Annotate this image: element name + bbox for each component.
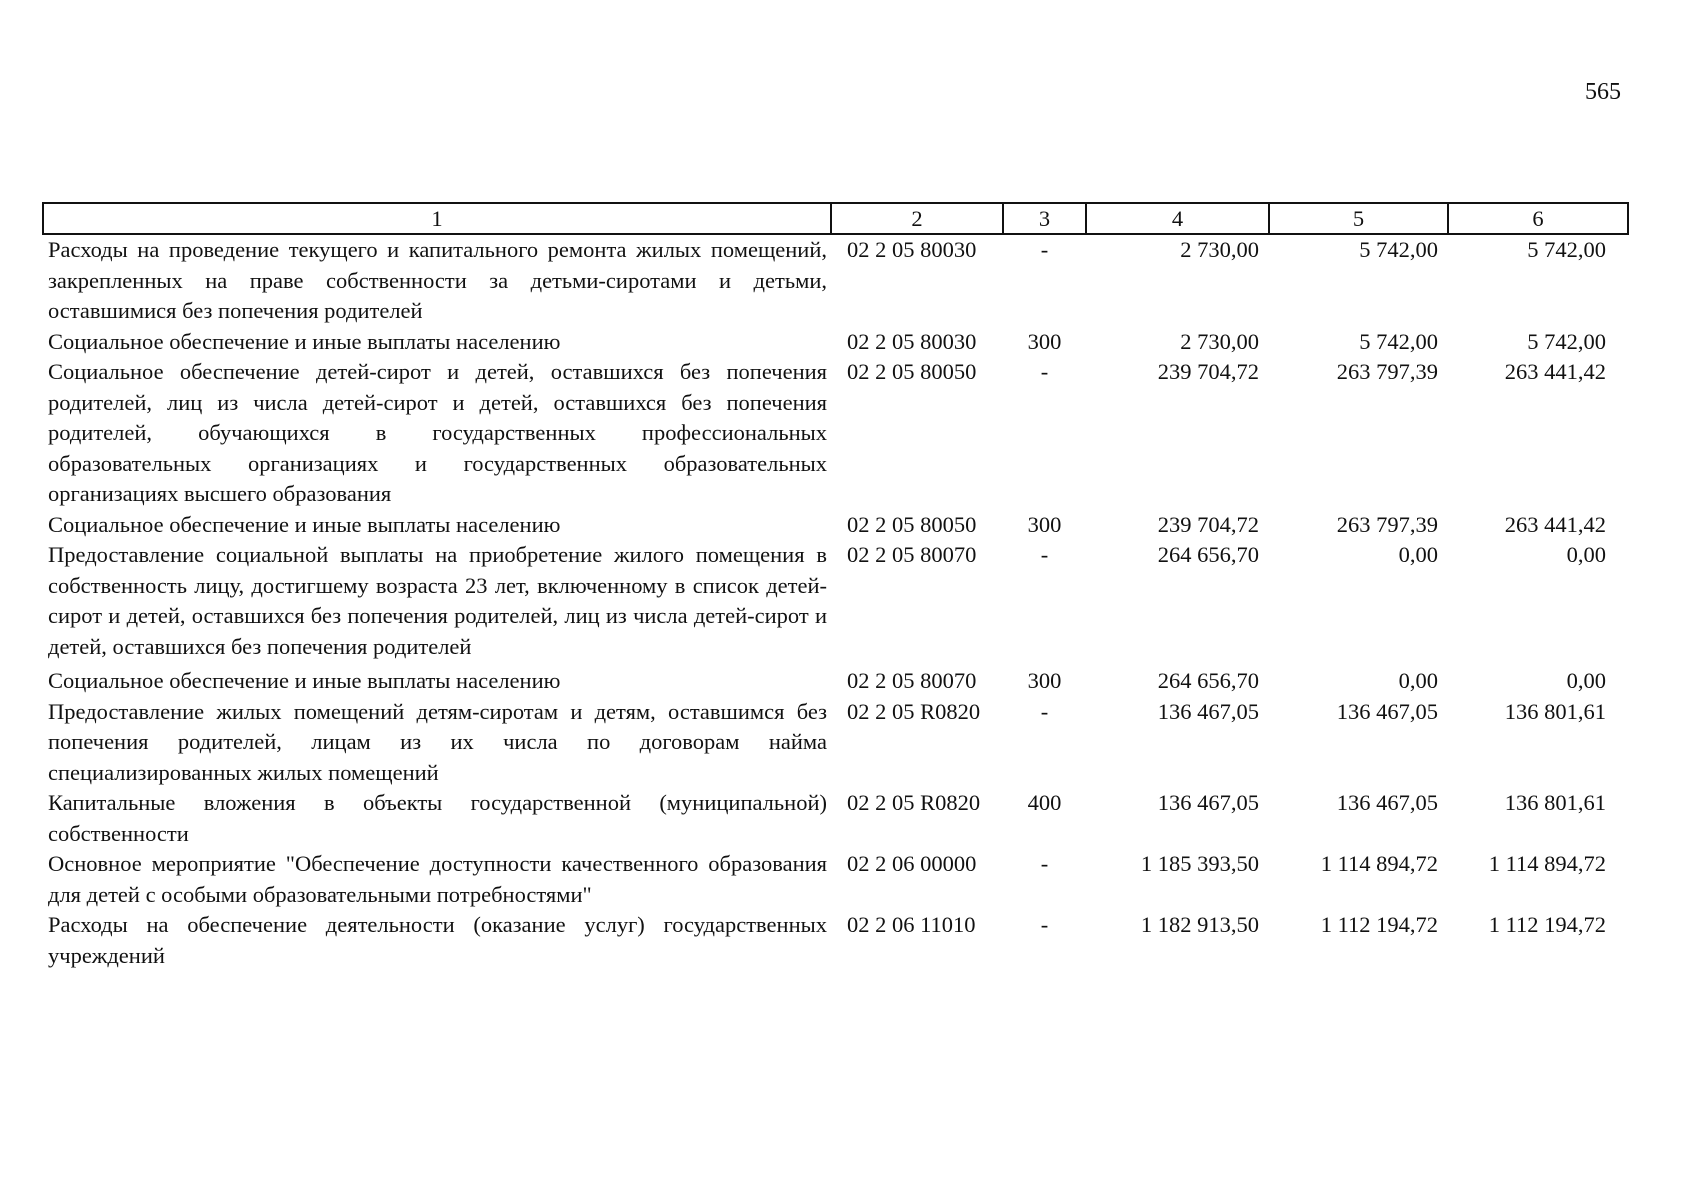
amount-col-6: 5 742,00 xyxy=(1527,328,1606,354)
expense-type: - xyxy=(1040,851,1049,876)
amount-col-6: 1 112 194,72 xyxy=(1488,912,1606,937)
budget-code: 02 2 05 80030 xyxy=(847,237,977,262)
budget-code: 02 2 05 80070 xyxy=(847,668,977,693)
expense-type: - xyxy=(1040,912,1049,937)
expense-type: - xyxy=(1040,237,1049,262)
expense-name: Социальное обеспечение и иные выплаты населению xyxy=(48,668,561,693)
table-row xyxy=(43,327,1628,358)
budget-code: 02 2 05 R0820 xyxy=(847,698,981,724)
expense-name: Расходы на проведение текущего и капитального ремонта жилых помещений, закрепленных на праве собственности за детьми-сиротами и детьми, оставшимися без попечения родителей xyxy=(48,237,827,323)
budget-code: 02 2 05 80070 xyxy=(847,542,977,567)
amount-col-5: 5 742,00 xyxy=(1359,328,1438,354)
amount-col-4: 264 656,70 xyxy=(1157,668,1259,693)
expense-type: 400 xyxy=(1027,790,1062,815)
amount-col-6: 1 114 894,72 xyxy=(1488,851,1606,876)
amount-col-5: 136 467,05 xyxy=(1336,698,1438,724)
table-row xyxy=(43,357,1628,510)
expense-type: 300 xyxy=(1027,328,1062,354)
amount-col-4: 1 185 393,50 xyxy=(1140,851,1259,876)
amount-col-4: 264 656,70 xyxy=(1157,542,1259,567)
budget-code: 02 2 05 R0820 xyxy=(847,790,981,815)
budget-code: 02 2 06 00000 xyxy=(847,851,977,876)
amount-col-5: 136 467,05 xyxy=(1336,790,1438,815)
amount-col-5: 0,00 xyxy=(1398,668,1438,693)
expense-name: Социальное обеспечение детей-сирот и детей, оставшихся без попечения родителей, лиц из числа детей-сирот и детей, оставшихся без попечения родителей, обучающихся в государственных профессиональных образовательных организациях и государственных образовательных организациях высшего образования xyxy=(48,359,827,506)
amount-col-5: 0,00 xyxy=(1398,542,1438,567)
budget-table xyxy=(42,202,1629,971)
expense-type: 300 xyxy=(1027,511,1062,537)
amount-col-6: 136 801,61 xyxy=(1504,790,1606,815)
column-header: 4 xyxy=(1086,203,1269,234)
expense-type: 300 xyxy=(1027,668,1062,693)
table-row xyxy=(43,540,1628,662)
amount-col-4: 239 704,72 xyxy=(1157,359,1259,384)
table-row xyxy=(43,697,1628,789)
amount-col-6: 263 441,42 xyxy=(1504,359,1606,384)
amount-col-4: 136 467,05 xyxy=(1157,790,1259,815)
amount-col-5: 1 112 194,72 xyxy=(1320,912,1438,937)
page-number: 565 xyxy=(1585,79,1621,105)
amount-col-5: 263 797,39 xyxy=(1336,359,1438,384)
expense-type: - xyxy=(1040,698,1049,724)
expense-name: Социальное обеспечение и иные выплаты населению xyxy=(48,328,561,354)
expense-name: Основное мероприятие "Обеспечение доступности качественного образования для детей с особыми образовательными потребностями" xyxy=(48,851,827,907)
amount-col-4: 1 182 913,50 xyxy=(1140,912,1259,937)
amount-col-6: 263 441,42 xyxy=(1504,511,1606,537)
expense-name: Предоставление социальной выплаты на приобретение жилого помещения в собственность лицу, достигшему возраста 23 лет, включенному в список детей-сирот и детей, оставшихся без попечения родителей, лиц из числа детей-сирот и детей, оставшихся без попечения родителей xyxy=(48,542,827,659)
expense-type: - xyxy=(1040,542,1049,567)
table-row xyxy=(43,788,1628,849)
amount-col-4: 239 704,72 xyxy=(1157,511,1259,537)
expense-name: Капитальные вложения в объекты государственной (муниципальной) собственности xyxy=(48,790,827,846)
table-row xyxy=(43,910,1628,971)
expense-type: - xyxy=(1040,359,1049,384)
expense-name: Расходы на обеспечение деятельности (оказание услуг) государственных учреждений xyxy=(48,912,827,968)
budget-code: 02 2 05 80030 xyxy=(847,328,977,354)
table-row xyxy=(43,849,1628,910)
table-row xyxy=(43,510,1628,541)
column-header: 6 xyxy=(1448,203,1628,234)
amount-col-6: 0,00 xyxy=(1566,542,1606,567)
table-row xyxy=(43,234,1628,327)
amount-col-6: 0,00 xyxy=(1566,668,1606,693)
header-row xyxy=(43,203,1628,234)
column-header: 1 xyxy=(43,203,831,234)
amount-col-5: 1 114 894,72 xyxy=(1320,851,1438,876)
budget-code: 02 2 05 80050 xyxy=(847,511,977,537)
amount-col-4: 2 730,00 xyxy=(1180,237,1259,262)
column-header: 2 xyxy=(831,203,1003,234)
expense-name: Социальное обеспечение и иные выплаты населению xyxy=(48,511,561,537)
expense-name: Предоставление жилых помещений детям-сиротам и детям, оставшимся без попечения родителей, лицам из их числа по договорам найма специализированных жилых помещений xyxy=(48,698,827,785)
budget-code: 02 2 06 11010 xyxy=(847,912,976,937)
amount-col-6: 136 801,61 xyxy=(1504,698,1606,724)
amount-col-5: 263 797,39 xyxy=(1336,511,1438,537)
amount-col-5: 5 742,00 xyxy=(1359,237,1438,262)
column-header: 5 xyxy=(1269,203,1448,234)
amount-col-4: 136 467,05 xyxy=(1157,698,1259,724)
column-header: 3 xyxy=(1003,203,1086,234)
budget-code: 02 2 05 80050 xyxy=(847,359,977,384)
table-row xyxy=(43,662,1628,697)
amount-col-6: 5 742,00 xyxy=(1527,237,1606,262)
amount-col-4: 2 730,00 xyxy=(1180,328,1259,354)
